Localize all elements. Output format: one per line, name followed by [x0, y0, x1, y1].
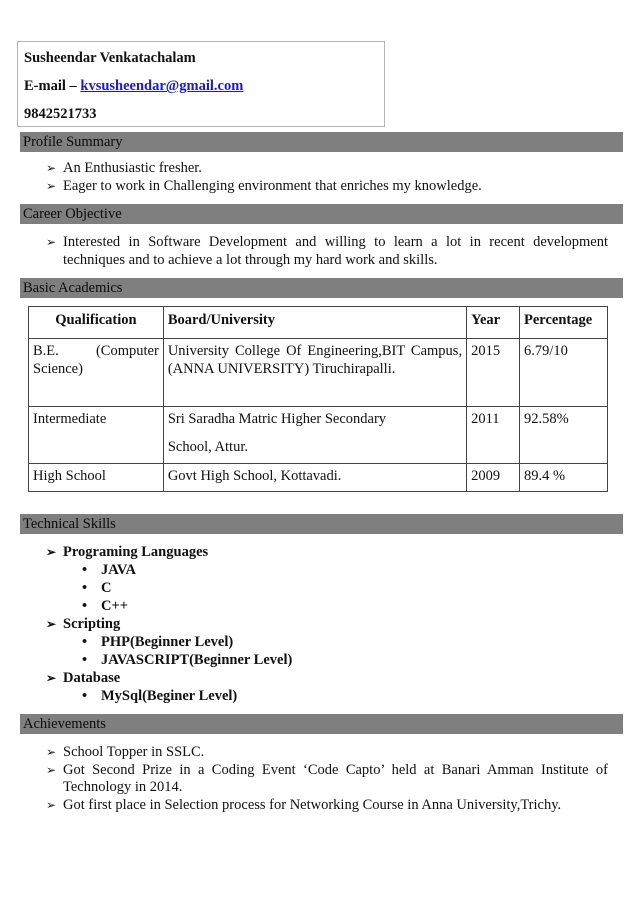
list-item: ➢ Got first place in Selection process for Networking Course in Anna University,Trichy. [46, 796, 562, 813]
email-label: E-mail – [24, 78, 81, 94]
table-row [29, 464, 608, 492]
section-career-objective: Career Objective [20, 204, 623, 224]
arrow-bullet-icon: ➢ [46, 797, 57, 812]
dot-bullet-icon: • [82, 652, 88, 668]
cell-year: 2009 [467, 464, 520, 492]
section-basic-academics: Basic Academics [20, 278, 623, 298]
contact-box [17, 41, 385, 127]
arrow-bullet-icon: ➢ [46, 617, 57, 631]
section-achievements: Achievements [20, 714, 623, 734]
section-technical-skills: Technical Skills [20, 514, 623, 534]
list-item: ➢ An Enthusiastic fresher. [46, 160, 202, 176]
table-row [29, 407, 608, 464]
cell-qualification: High School [29, 464, 164, 492]
arrow-bullet-icon: ➢ [46, 235, 57, 249]
academics-table [28, 306, 608, 492]
cell-year: 2011 [467, 407, 520, 464]
header-year: Year [467, 307, 520, 339]
skill-item: • PHP(Beginner Level) [82, 634, 234, 650]
table-header-row [29, 307, 608, 339]
list-item: ➢ Interested in Software Development and willing to learn a lot in recent development techniques and to achieve a lot through my hard work and skills. [46, 234, 608, 268]
dot-bullet-icon: • [82, 598, 88, 614]
achievements-list [46, 744, 608, 814]
profile-list [46, 160, 608, 195]
arrow-bullet-icon: ➢ [46, 161, 57, 175]
list-item: ➢ School Topper in SSLC. [46, 744, 205, 760]
cell-year: 2015 [467, 339, 520, 407]
email-link[interactable]: kvsusheendar@gmail.com [80, 78, 244, 94]
table-row [29, 339, 608, 407]
technical-skills-list [46, 543, 606, 705]
cell-board: Sri Saradha Matric Higher Secondary School, Attur. [163, 407, 466, 464]
skill-category: ➢ Scripting [46, 616, 121, 632]
dot-bullet-icon: • [82, 634, 88, 650]
skill-item: • JAVASCRIPT(Beginner Level) [82, 652, 293, 668]
list-item: ➢ Got Second Prize in a Coding Event ‘Code Capto’ held at Banari Amman Institute of Technology in 2014. [46, 761, 608, 795]
arrow-bullet-icon: ➢ [46, 545, 57, 559]
career-list [46, 234, 608, 269]
cell-qualification: Intermediate [29, 407, 164, 464]
skill-item: • JAVA [82, 562, 136, 578]
arrow-bullet-icon: ➢ [46, 745, 57, 759]
candidate-name: Susheendar Venkatachalam [24, 50, 196, 66]
header-qualification: Qualification [29, 307, 164, 339]
arrow-bullet-icon: ➢ [46, 178, 57, 193]
arrow-bullet-icon: ➢ [46, 762, 57, 777]
dot-bullet-icon: • [82, 688, 88, 704]
cell-qualification: B.E. (Computer Science) [29, 339, 164, 407]
dot-bullet-icon: • [82, 562, 88, 578]
cell-percentage: 92.58% [520, 407, 608, 464]
skill-category: ➢ Database [46, 670, 121, 686]
skill-item: • MySql(Beginer Level) [82, 688, 238, 704]
skill-category: ➢ Programing Languages [46, 544, 209, 560]
header-board: Board/University [163, 307, 466, 339]
dot-bullet-icon: • [82, 580, 88, 596]
email-line [24, 76, 384, 104]
header-percentage: Percentage [520, 307, 608, 339]
skill-item: • C++ [82, 598, 128, 614]
list-item: ➢ Eager to work in Challenging environment that enriches my knowledge. [46, 177, 482, 194]
cell-board: Govt High School, Kottavadi. [163, 464, 466, 492]
arrow-bullet-icon: ➢ [46, 671, 57, 685]
cell-percentage: 6.79/10 [520, 339, 608, 407]
phone-number: 9842521733 [24, 106, 97, 122]
skill-item: • C [82, 580, 112, 596]
cell-percentage: 89.4 % [520, 464, 608, 492]
section-profile-summary: Profile Summary [20, 132, 623, 152]
cell-board: University College Of Engineering,BIT Campus, (ANNA UNIVERSITY) Tiruchirapalli. [163, 339, 466, 407]
